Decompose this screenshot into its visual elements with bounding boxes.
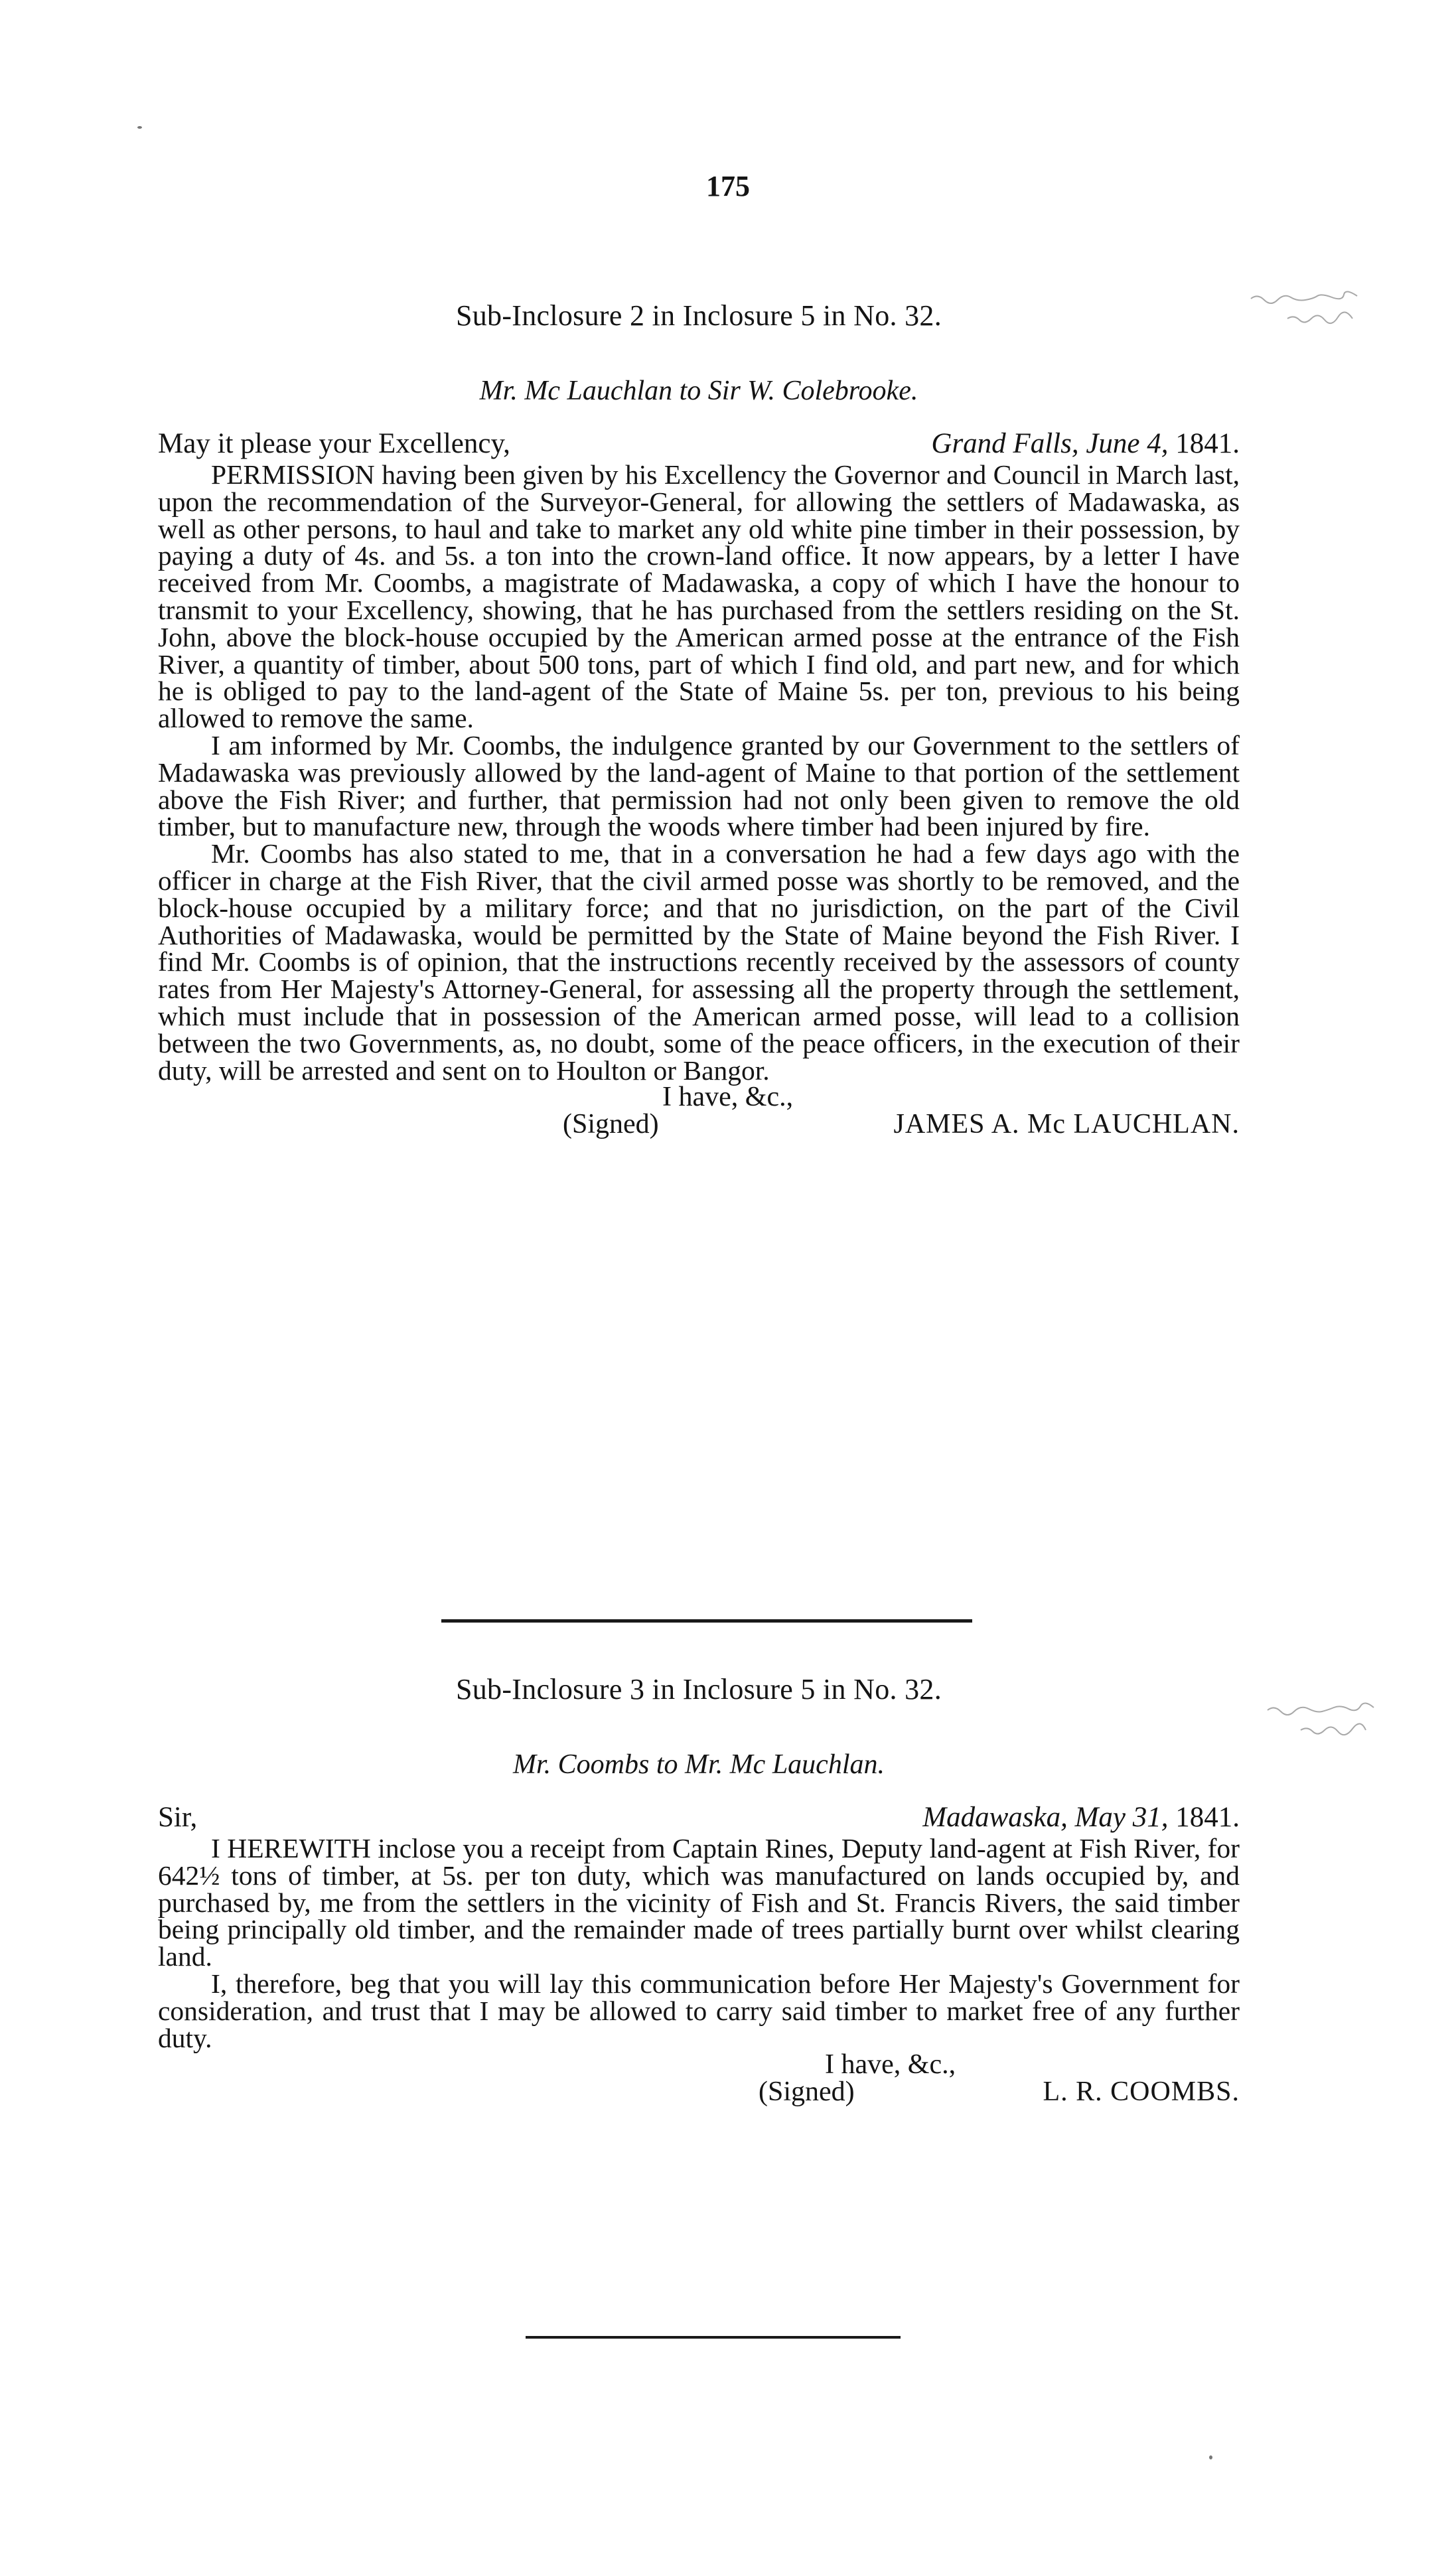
letter-year: 1841. [1175, 428, 1240, 459]
letter-subheading: Mr. Coombs to Mr. Mc Lauchlan. [512, 1749, 885, 1780]
marginal-stamp [1264, 1696, 1397, 1747]
closing-block [158, 1084, 1240, 1143]
section-heading: Sub-Inclosure 2 in Inclosure 5 in No. 32. [455, 299, 942, 332]
salutation: May it please your Excellency, [158, 428, 510, 459]
signer-name: L. R. COOMBS. [1043, 2076, 1240, 2108]
closing-block [158, 2051, 1240, 2111]
marginal-stamp-scribble [1264, 1696, 1397, 1742]
signer-name: JAMES A. Mc LAUCHLAN. [893, 1109, 1240, 1140]
letter-head [158, 427, 1240, 461]
letter-head [158, 1800, 1240, 1835]
paragraph: Mr. Coombs has also stated to me, that in a conversation he had a few days ago with the officer in charge at the Fish River, that the civil armed posse was shortly to be removed, and the block-house occupied by a military force; and that no jurisdiction, on the part of the Civil Authorities of Madawaska, would be permitted by the State of Maine beyond the Fish River. I find Mr. Coombs is of opinion, that the instructions recently received by the assessors of county rates from Her Majesty's Attorney-General, for assessing all the property through the settlement, which must include that in possession of the American armed posse, will lead to a collision between the two Governments, as, no doubt, some of the peace officers, in the execution of their duty, will be arrested and sent on to Houlton or Bangor. [158, 838, 1240, 1086]
paragraph: I HEREWITH inclose you a receipt from Captain Rines, Deputy land-agent at Fish River, for 642½ tons of timber, at 5s. per ton duty, which was manufactured on lands occupied by, and purchased by, me from the settlers in the vicinity of Fish and St. Francis Rivers, the said timber being principally old timber, and the remainder made of trees partially burnt over whilst clearing land. [158, 1833, 1240, 1972]
signed-label: (Signed) [563, 1109, 659, 1140]
end-divider [526, 2336, 901, 2339]
closing-phrase: I have, &c., [662, 1082, 794, 1113]
closing-phrase: I have, &c., [825, 2049, 956, 2080]
sub-inclosure-2 [158, 299, 1240, 1143]
marginal-stamp [1248, 285, 1380, 336]
paragraph: I, therefore, beg that you will lay this communication before Her Majesty's Government for consideration, and trust that I may be allowed to carry said timber to market free of any further duty. [158, 1968, 1240, 2053]
signed-label: (Signed) [759, 2076, 855, 2108]
letter-subheading: Mr. Mc Lauchlan to Sir W. Colebrooke. [479, 376, 918, 406]
salutation: Sir, [158, 1802, 198, 1833]
speck [1209, 2455, 1212, 2459]
page-number: 175 [706, 170, 750, 202]
paragraph: PERMISSION having been given by his Excellency the Governor and Council in March last, upon the recommendation of the Surveyor-General, for allowing the settlers of Madawaska, as well as other persons, to haul and take to market any old white pine timber in their possession, by paying a duty of 4s. and 5s. a ton into the crown-land office. It now appears, by a letter I have received from Mr. Coombs, a magistrate of Madawaska, a copy of which I have the honour to transmit to your Excellency, showing, that he has purchased from the settlers residing on the St. John, above the block-house occupied by the American armed posse at the entrance of the Fish River, a quantity of timber, about 500 tons, part of which I find old, and part new, and for which he is obliged to pay to the land-agent of the State of Maine 5s. per ton, previous to his being allowed to remove the same. [158, 459, 1240, 734]
place-date [931, 427, 1240, 461]
place-date [922, 1800, 1240, 1835]
marginal-stamp-scribble [1248, 285, 1380, 332]
sub-inclosure-3 [158, 1672, 1240, 2111]
place-and-date: Grand Falls, June 4, [931, 428, 1169, 459]
section-divider [441, 1619, 972, 1623]
paragraph: I am informed by Mr. Coombs, the indulgence granted by our Government to the settlers of Madawaska was previously allowed by the land-agent of Maine to that portion of the settlement above the Fish River; and further, that permission had not only been given to remove the old timber, but to manufacture new, through the woods where timber had been injured by fire. [158, 729, 1240, 842]
place-and-date: Madawaska, May 31, [922, 1802, 1169, 1833]
letter-year: 1841. [1175, 1802, 1240, 1833]
speck [137, 126, 142, 129]
section-heading: Sub-Inclosure 3 in Inclosure 5 in No. 32. [455, 1673, 942, 1706]
